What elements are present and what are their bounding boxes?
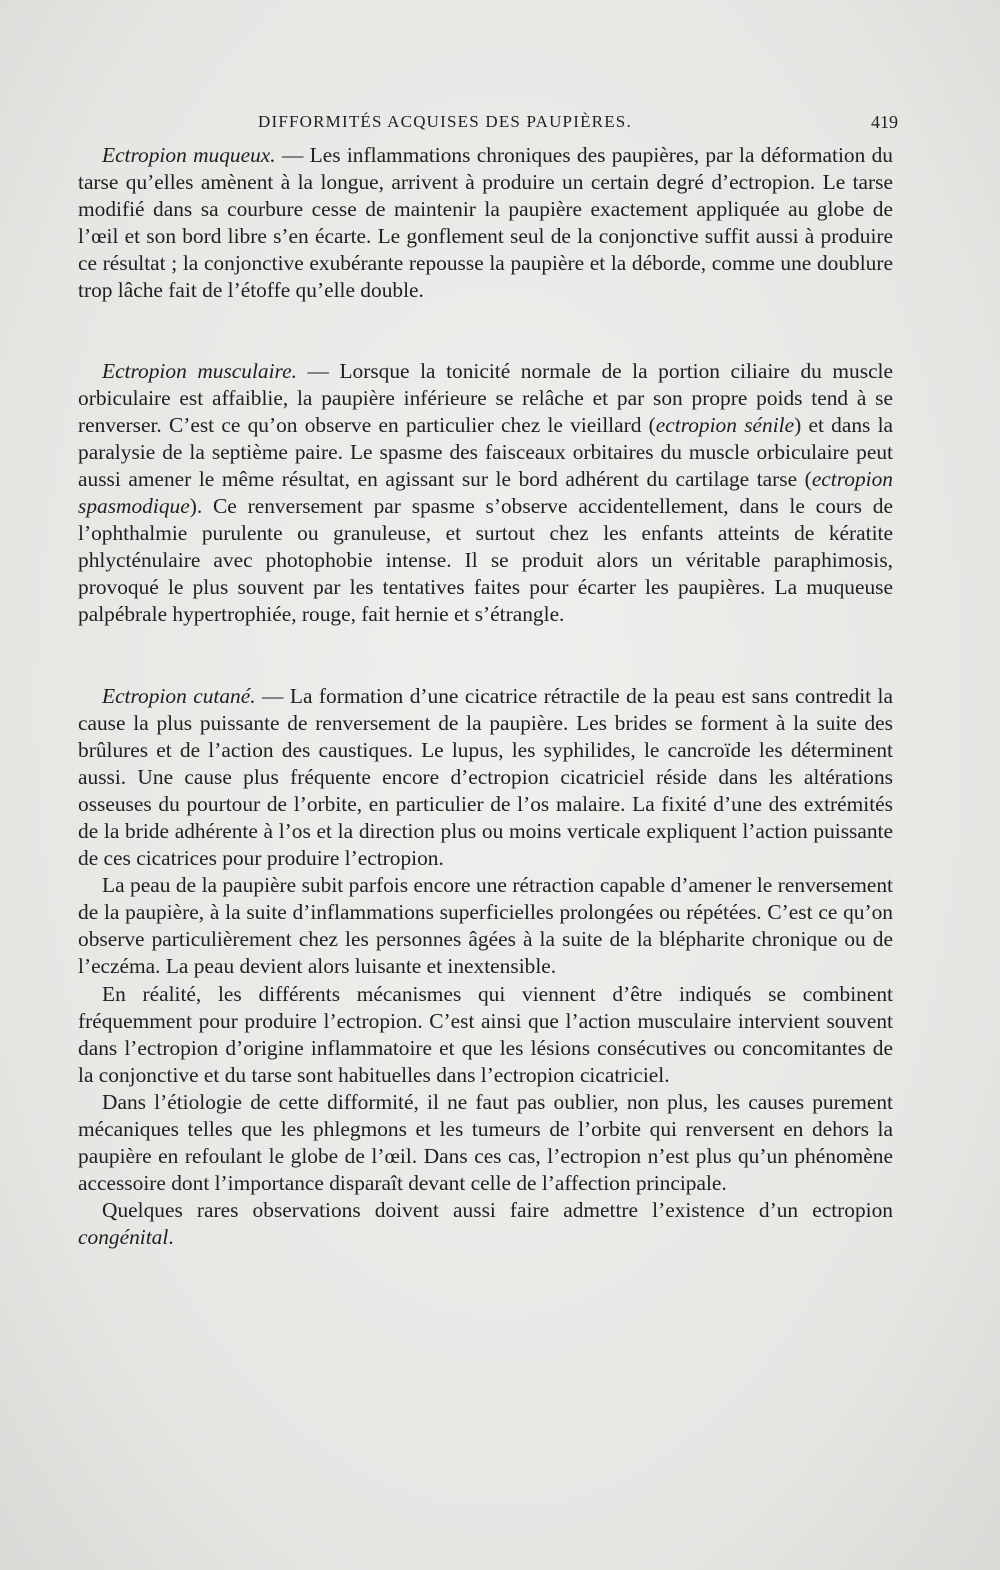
term-congenital: congénital [78, 1225, 169, 1250]
paragraph-text: — Les inflammations chroniques des paupières, par la déformation du tarse qu’elles amènent à la longue, arrivent à produire un certain degré d’ectropion. Le tarse modifié dans sa courbure cesse de maintenir la paupière exactement appliquée au globe de l’œil et son bord libre s’en écarte. Le gonflement seul de la conjonctive suffit aussi à produire ce résultat ; la conjonctive exubérante repousse la paupière et la déborde, comme une doublure trop lâche fait de l’étoffe qu’elle double. [78, 143, 893, 303]
paragraph-text: ). Ce renversement par spasme s’observe accidentellement, dans le cours de l’ophthalmie purulente ou granuleuse, et surtout chez les enfants atteints de kératite phlycténulaire avec photophobie intense. Il se produit alors un véritable paraphimosis, provoqué le plus souvent par les tentatives faites pour écarter les paupières. La muqueuse palpébrale hypertrophiée, rouge, fait hernie et s’étrangle. [78, 494, 893, 627]
section-gap [78, 305, 893, 358]
paragraph-ectropion-cutane [78, 683, 893, 873]
paragraph-text: Quelques rares observations doivent aussi faire admettre l’existence d’un ectropion [102, 1198, 893, 1223]
paragraph-text: — La formation d’une cicatrice rétractile de la peau est sans contredit la cause la plus puissante de renversement de la paupière. Les brides se forment à la suite des brûlures et de l’action des caustiques. Le lupus, les syphilides, le cancroïde les déterminent aussi. Une cause plus fréquente encore d’ectropion cicatriciel réside dans les altérations osseuses du pourtour de l’orbite, en particulier de l’os malaire. La fixité d’une des extrémités de la bride adhérente à l’os et la direction plus ou moins verticale expliquent l’action puissante de ces cicatrices pour produire l’ectropion. [78, 683, 893, 871]
section-heading-cutane: Ectropion cutané. [102, 683, 256, 708]
paragraph-text: . [168, 1225, 174, 1250]
term-ectropion-senile: ectropion sénile [655, 412, 795, 437]
paragraph-realite: En réalité, les différents mécanismes qui viennent d’être indiqués se combinent fréquemment pour produire l’ectropion. C’est ainsi que l’action musculaire intervient souvent dans l’ectropion d’origine inflammatoire et que les lésions consécutives ou concomitantes de la conjonctive et du tarse sont habituelles dans l’ectropion cicatriciel. [78, 981, 893, 1087]
paragraph-peau: La peau de la paupière subit parfois encore une rétraction capable d’amener le renversement de la paupière, à la suite d’inflammations superficielles prolongées ou répétées. C’est ce qu’on observe particulièrement chez les personnes âgées à la suite de la blépharite chronique ou de l’eczéma. La peau devient alors luisante et inextensible. [78, 873, 893, 979]
running-head [78, 112, 898, 140]
paragraph-ectropion-muqueux [78, 142, 893, 305]
paragraph-ectropion-musculaire [78, 358, 893, 629]
paragraph-text: ) et dans la paralysie de la septième paire. Le spasme des faisceaux orbitaires du muscle orbiculaire peut aussi amener le même résultat, en agissant sur le bord adhérent du cartilage tarse ( [78, 412, 894, 491]
term-ectropion-spasmodique: ectropion spasmodique [78, 466, 893, 519]
running-title: DIFFORMITÉS ACQUISES DES PAUPIÈRES. [258, 112, 632, 131]
body-text [78, 142, 893, 1251]
page-number: 419 [871, 112, 898, 132]
paragraph-congenital [78, 1197, 893, 1251]
section-gap [78, 629, 893, 683]
section-heading-muqueux: Ectropion muqueux. [102, 143, 276, 167]
paragraph-etiologie: Dans l’étiologie de cette difformité, il ne faut pas oublier, non plus, les causes purement mécaniques telles que les phlegmons et les tumeurs de l’orbite qui renversent en dehors la paupière en refoulant le globe de l’œil. Dans ces cas, l’ectropion n’est plus qu’un phénomène accessoire dont l’importance disparaît devant celle de l’affection principale. [78, 1089, 893, 1196]
paragraph-text: — Lorsque la tonicité normale de la portion ciliaire du muscle orbiculaire est affaiblie, la paupière inférieure se relâche et par son propre poids tend à se renverser. C’est ce qu’on observe en particulier chez le vieillard ( [78, 358, 893, 437]
section-heading-musculaire: Ectropion musculaire. [102, 358, 297, 383]
